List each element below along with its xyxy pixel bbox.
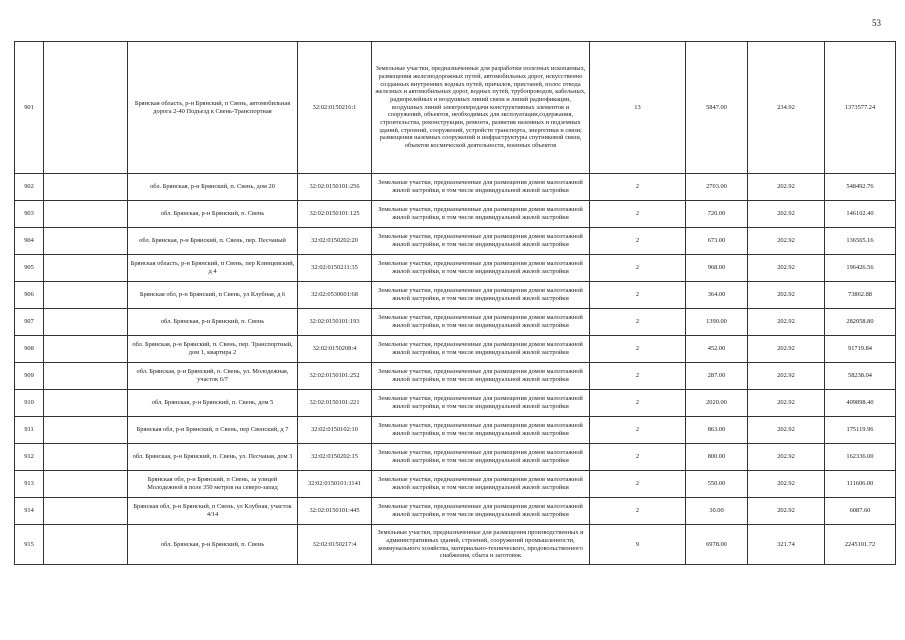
land-use-cell: Земельные участки, предназначенные для размещения домов малоэтажной жилой застройки, в том числе индивидуальной жилой застройки xyxy=(372,228,590,255)
zone-cell: 2 xyxy=(590,498,686,525)
cadastral-number-cell: 32:02:0150208:4 xyxy=(298,336,372,363)
land-use-cell: Земельные участки, предназначенные для размещения домов малоэтажной жилой застройки, в том числе индивидуальной жилой застройки xyxy=(372,471,590,498)
row-number-cell: 906 xyxy=(15,282,44,309)
table-row xyxy=(15,255,896,282)
rate-cell: 202.92 xyxy=(748,201,825,228)
zone-cell: 2 xyxy=(590,228,686,255)
area-cell: 287.00 xyxy=(686,363,748,390)
area-cell: 6978.00 xyxy=(686,525,748,565)
table-row xyxy=(15,471,896,498)
empty-cell xyxy=(44,255,128,282)
address-cell: Брянская область, р-н Брянский, п Свень, пер Клинцевский, д 4 xyxy=(128,255,298,282)
row-number-cell: 905 xyxy=(15,255,44,282)
area-cell: 863.00 xyxy=(686,417,748,444)
table-row xyxy=(15,525,896,565)
empty-cell xyxy=(44,363,128,390)
table-row xyxy=(15,42,896,174)
cadastral-value-cell: 6087.60 xyxy=(825,498,896,525)
cadastral-value-cell: 282058.80 xyxy=(825,309,896,336)
land-use-cell: Земельные участки, предназначенные для размещения домов малоэтажной жилой застройки, в том числе индивидуальной жилой застройки xyxy=(372,498,590,525)
empty-cell xyxy=(44,309,128,336)
cadastral-number-cell: 32:02:0150101:193 xyxy=(298,309,372,336)
area-cell: 1390.00 xyxy=(686,309,748,336)
registry-body xyxy=(15,42,896,565)
address-cell: обл. Брянская, р-н Брянский, п. Свень, ул. Песчаная, дом 3 xyxy=(128,444,298,471)
cadastral-number-cell: 32:02:0150217:4 xyxy=(298,525,372,565)
cadastral-number-cell: 32:02:0150216:1 xyxy=(298,42,372,174)
cadastral-value-cell: 73862.88 xyxy=(825,282,896,309)
empty-cell xyxy=(44,498,128,525)
table-row xyxy=(15,390,896,417)
rate-cell: 234.92 xyxy=(748,42,825,174)
address-cell: Брянская обл, р-н Брянский, п Свень, за улицей Молодежной в поле 350 метров на северо-запад xyxy=(128,471,298,498)
rate-cell: 202.92 xyxy=(748,255,825,282)
rate-cell: 202.92 xyxy=(748,363,825,390)
rate-cell: 202.92 xyxy=(748,336,825,363)
address-cell: Брянская обл, р-н Брянский, п Свень, пер Свенский, д 7 xyxy=(128,417,298,444)
cadastral-value-cell: 196426.56 xyxy=(825,255,896,282)
cadastral-number-cell: 32:02:0150101:221 xyxy=(298,390,372,417)
address-cell: обл. Брянская, р-н Брянский, п. Свень, дом 5 xyxy=(128,390,298,417)
zone-cell: 2 xyxy=(590,201,686,228)
row-number-cell: 907 xyxy=(15,309,44,336)
cadastral-number-cell: 32:02:0150102:10 xyxy=(298,417,372,444)
row-number-cell: 908 xyxy=(15,336,44,363)
cadastral-value-cell: 162336.00 xyxy=(825,444,896,471)
cadastral-number-cell: 32:02:0150202:15 xyxy=(298,444,372,471)
table-row xyxy=(15,498,896,525)
empty-cell xyxy=(44,336,128,363)
address-cell: обл. Брянская, р-н Брянский, п. Свень, пер. Песчаный xyxy=(128,228,298,255)
land-registry-table xyxy=(14,41,896,565)
row-number-cell: 904 xyxy=(15,228,44,255)
table-row xyxy=(15,363,896,390)
zone-cell: 2 xyxy=(590,174,686,201)
cadastral-value-cell: 58238.04 xyxy=(825,363,896,390)
rate-cell: 202.92 xyxy=(748,174,825,201)
cadastral-number-cell: 32:02:0150101:256 xyxy=(298,174,372,201)
address-cell: Брянская обл, р-н Брянский, п Свень, ул Клубная, участок 4/14 xyxy=(128,498,298,525)
row-number-cell: 910 xyxy=(15,390,44,417)
table-row xyxy=(15,282,896,309)
land-use-cell: Земельные участки, предназначенные для размещения домов малоэтажной жилой застройки, в том числе индивидуальной жилой застройки xyxy=(372,309,590,336)
cadastral-value-cell: 146102.40 xyxy=(825,201,896,228)
cadastral-number-cell: 32:02:0150101:445 xyxy=(298,498,372,525)
table-row xyxy=(15,228,896,255)
table-row xyxy=(15,309,896,336)
rate-cell: 202.92 xyxy=(748,390,825,417)
row-number-cell: 915 xyxy=(15,525,44,565)
cadastral-number-cell: 32:02:0530601:68 xyxy=(298,282,372,309)
empty-cell xyxy=(44,174,128,201)
address-cell: обл. Брянская, р-н Брянский, п. Свень, пер. Транспортный, дом 1, квартира 2 xyxy=(128,336,298,363)
empty-cell xyxy=(44,201,128,228)
land-use-cell: Земельные участки, предназначенные для размещения домов малоэтажной жилой застройки, в том числе индивидуальной жилой застройки xyxy=(372,255,590,282)
cadastral-value-cell: 2245101.72 xyxy=(825,525,896,565)
address-cell: обл. Брянская, р-н Брянский, п. Свень xyxy=(128,201,298,228)
land-use-cell: Земельные участки, предназначенные для размещения домов малоэтажной жилой застройки, в том числе индивидуальной жилой застройки xyxy=(372,201,590,228)
zone-cell: 2 xyxy=(590,390,686,417)
area-cell: 364.00 xyxy=(686,282,748,309)
empty-cell xyxy=(44,42,128,174)
zone-cell: 2 xyxy=(590,363,686,390)
area-cell: 30.00 xyxy=(686,498,748,525)
address-cell: обл. Брянская, р-н Брянский, п. Свень, дом 20 xyxy=(128,174,298,201)
cadastral-value-cell: 1373577.24 xyxy=(825,42,896,174)
land-use-cell: Земельные участки, предназначенные для размещения домов малоэтажной жилой застройки, в том числе индивидуальной жилой застройки xyxy=(372,282,590,309)
table-row xyxy=(15,444,896,471)
area-cell: 5847.00 xyxy=(686,42,748,174)
row-number-cell: 903 xyxy=(15,201,44,228)
zone-cell: 2 xyxy=(590,417,686,444)
address-cell: Брянская обл, р-н Брянский, п Свень, ул Клубная, д 6 xyxy=(128,282,298,309)
zone-cell: 2 xyxy=(590,471,686,498)
rate-cell: 202.92 xyxy=(748,282,825,309)
cadastral-value-cell: 548492.76 xyxy=(825,174,896,201)
land-use-cell: Земельные участки, предназначенные для размещения домов малоэтажной жилой застройки, в том числе индивидуальной жилой застройки xyxy=(372,444,590,471)
empty-cell xyxy=(44,444,128,471)
row-number-cell: 914 xyxy=(15,498,44,525)
zone-cell: 2 xyxy=(590,255,686,282)
land-use-cell: Земельные участки, предназначенные для размещения домов малоэтажной жилой застройки, в том числе индивидуальной жилой застройки xyxy=(372,174,590,201)
address-cell: обл. Брянская, р-н Брянский, п. Свень xyxy=(128,309,298,336)
empty-cell xyxy=(44,282,128,309)
land-use-cell: Земельные участки, предназначенные для размещения домов малоэтажной жилой застройки, в том числе индивидуальной жилой застройки xyxy=(372,336,590,363)
rate-cell: 202.92 xyxy=(748,471,825,498)
area-cell: 2020.00 xyxy=(686,390,748,417)
table-row xyxy=(15,201,896,228)
empty-cell xyxy=(44,525,128,565)
rate-cell: 202.92 xyxy=(748,417,825,444)
land-use-cell: Земельные участки, предназначенные для разработки полезных ископаемых, размещения железнодорожных путей, автомобильных дорог, искусственно созданных внутренних водных путей, причалов, пристаней, полос отвода железных и автомобильных дорог, водных путей, трубопроводов, кабельных, радиорелейных и воздушных линий связи и линий радиофикации, воздушных линий электропередачи конструктивных элементов и сооружений, объектов, необходимых для эксплуатации,содержания, строительства, реконструкции, ремонта, развития наземных и подземных зданий, строений, сооружений, устройств транспорта, энергетики и связи; размещения наземных сооружений и инфраструктуры спутниковой связи, объектов космической деятельности, военных объектов xyxy=(372,42,590,174)
area-cell: 452.00 xyxy=(686,336,748,363)
rate-cell: 202.92 xyxy=(748,498,825,525)
table-row xyxy=(15,417,896,444)
row-number-cell: 912 xyxy=(15,444,44,471)
cadastral-value-cell: 136565.16 xyxy=(825,228,896,255)
cadastral-value-cell: 175119.96 xyxy=(825,417,896,444)
land-use-cell: Земельные участки, предназначенные для размещения домов малоэтажной жилой застройки, в том числе индивидуальной жилой застройки xyxy=(372,417,590,444)
empty-cell xyxy=(44,417,128,444)
area-cell: 673.00 xyxy=(686,228,748,255)
rate-cell: 202.92 xyxy=(748,309,825,336)
zone-cell: 2 xyxy=(590,336,686,363)
row-number-cell: 909 xyxy=(15,363,44,390)
empty-cell xyxy=(44,390,128,417)
cadastral-number-cell: 32:02:0150101:252 xyxy=(298,363,372,390)
cadastral-number-cell: 32:02:0150211:35 xyxy=(298,255,372,282)
empty-cell xyxy=(44,228,128,255)
area-cell: 968.00 xyxy=(686,255,748,282)
table-row xyxy=(15,174,896,201)
row-number-cell: 901 xyxy=(15,42,44,174)
area-cell: 550.00 xyxy=(686,471,748,498)
row-number-cell: 911 xyxy=(15,417,44,444)
cadastral-value-cell: 111606.00 xyxy=(825,471,896,498)
cadastral-value-cell: 409898.40 xyxy=(825,390,896,417)
address-cell: обл. Брянская, р-н Брянский, п. Свень, ул. Молодежная, участок 6/7 xyxy=(128,363,298,390)
rate-cell: 321.74 xyxy=(748,525,825,565)
area-cell: 720.00 xyxy=(686,201,748,228)
address-cell: Брянская область, р-н Брянский, п Свень, автомобильная дорога 2-40 Подъезд к Свень-Транспортная xyxy=(128,42,298,174)
land-use-cell: Земельные участки, предназначенные для размещения производственных и административных зданий, строений, сооружений промышленности, коммунального хозяйства, материально-технического, продовольственного снабжения, сбыта и заготовок xyxy=(372,525,590,565)
page-number: 53 xyxy=(872,18,881,28)
area-cell: 800.00 xyxy=(686,444,748,471)
land-use-cell: Земельные участки, предназначенные для размещения домов малоэтажной жилой застройки, в том числе индивидуальной жилой застройки xyxy=(372,390,590,417)
area-cell: 2703.00 xyxy=(686,174,748,201)
zone-cell: 2 xyxy=(590,444,686,471)
cadastral-number-cell: 32:02:0150202:20 xyxy=(298,228,372,255)
row-number-cell: 913 xyxy=(15,471,44,498)
zone-cell: 13 xyxy=(590,42,686,174)
rate-cell: 202.92 xyxy=(748,444,825,471)
address-cell: обл. Брянская, р-н Брянский, п. Свень xyxy=(128,525,298,565)
row-number-cell: 902 xyxy=(15,174,44,201)
cadastral-number-cell: 32:02:0150101:1141 xyxy=(298,471,372,498)
cadastral-value-cell: 91719.84 xyxy=(825,336,896,363)
land-use-cell: Земельные участки, предназначенные для размещения домов малоэтажной жилой застройки, в том числе индивидуальной жилой застройки xyxy=(372,363,590,390)
table-row xyxy=(15,336,896,363)
empty-cell xyxy=(44,471,128,498)
zone-cell: 2 xyxy=(590,309,686,336)
zone-cell: 2 xyxy=(590,282,686,309)
cadastral-number-cell: 32:02:0150101:125 xyxy=(298,201,372,228)
zone-cell: 9 xyxy=(590,525,686,565)
rate-cell: 202.92 xyxy=(748,228,825,255)
